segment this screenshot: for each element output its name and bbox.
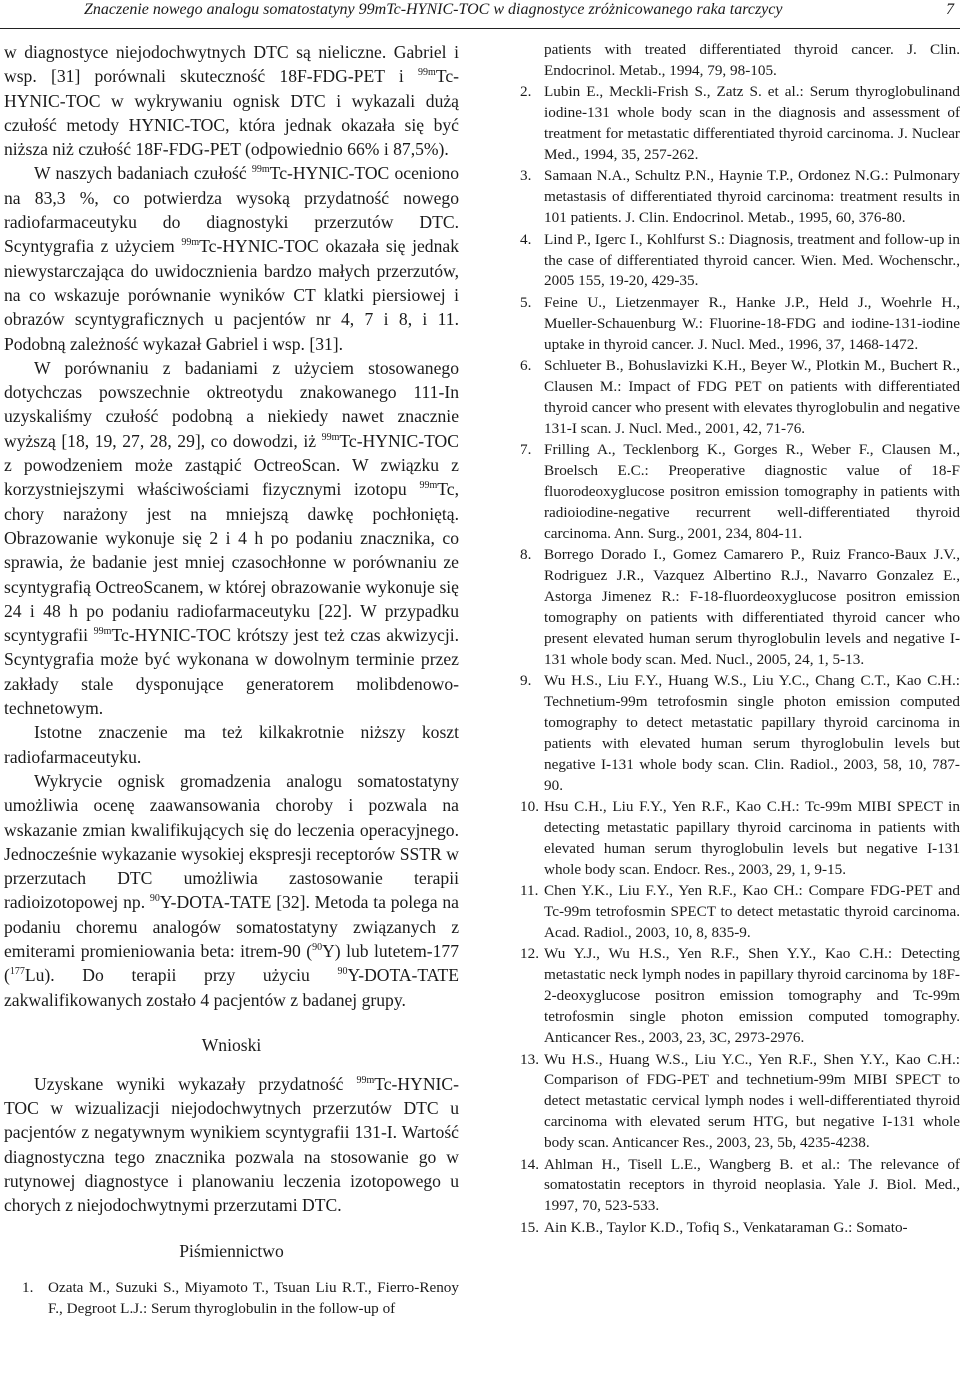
reference-text: Samaan N.A., Schultz P.N., Haynie T.P., Ordonez N.G.: Pulmonary metastasis of differentiated thyroid carcinoma: treatment results in 101 patients. J. Clin. Endocrinol. Metab., 1995, 60, 376-80.	[544, 167, 960, 227]
running-title: Znaczenie nowego analogu somatostatyny 99mTc-HYNIC-TOC w diagnostyce zróżnicowanego raka tarczycy	[84, 1, 783, 18]
reference-text: Ozata M., Suzuki S., Miyamoto T., Tsuan Liu R.T., Fierro-Renoy F., Degroot L.J.: Serum thyroglobulin in the follow-up of	[48, 1278, 459, 1317]
heading-conclusions: Wnioski	[201, 1034, 262, 1055]
reference-text: Schlueter B., Bohuslavizki K.H., Beyer W., Plotkin M., Buchert R., Clausen M.: Impact of FDG PET on patients with differentiated thyroid cancer who present with elevates thyroglobulin and negative 131-I scan. J. Nucl. Med., 2001, 42, 71-76.	[544, 357, 960, 437]
reference-number: 11.	[520, 882, 539, 900]
reference-text: Chen Y.K., Liu F.Y., Yen R.F., Kao CH.: Compare FDG-PET and Tc-99m tetrofosmin SPECT to detect metastatic thyroid carcinoma. Acad. Radiol., 2003, 10, 8, 835-9.	[544, 882, 960, 942]
reference-item	[520, 545, 960, 670]
reference-number: 10.	[520, 798, 539, 816]
reference-item	[520, 230, 960, 293]
reference-text: Borrego Dorado I., Gomez Camarero P., Ruiz Franco-Baux J.V., Rodriguez J.R., Vazquez Albertino R.J., Navarro Gonzalez E., Astorga Jimenez R.: F-18-fluordeoxyglucose positron emission tomography on patients with differentiated thyroid cancer who present elevated human serum thyroglobulin levels and negative I-131 whole body scan. Med. Nucl., 2005, 24, 1, 5-13.	[544, 546, 960, 668]
reference-number: 2.	[520, 83, 532, 101]
reference-list-right	[520, 40, 960, 1239]
page-number: 7	[946, 1, 954, 18]
reference-text: Wu H.S., Huang W.S., Liu Y.C., Yen R.F., Shen Y.Y., Kao C.H.: Comparison of FDG-PET and technetium-99m MIBI SPECT to detect metastatic cervical lymph nodes i well-differentiated thyroid carcinoma with elevated serum HTG, but negative I-131 whole body scan. Anticancer Res., 2003, 23, 5b, 4235-4238.	[544, 1050, 960, 1152]
heading-references: Piśmiennictwo	[179, 1240, 284, 1261]
reference-item	[520, 82, 960, 166]
paragraph-own-results: W naszych badaniach czułość $^{99m}$Tc-HYNIC-TOC oceniono na 83,3 %, co potwierdza wysoką przydatność nowego radiofarmaceutyku do diagnostyki przerzutów DTC. Scyntygrafia z użyciem $^{99m}$Tc-HYNIC-TOC okazała się jednak niewystarczająca do uwidocznienia bardzo małych przerzutów, na co wskazuje porównanie wyników CT klatki piersiowej i obrazów scyntygraficznych u pacjentów nr 4, 7 i 8, i 11. Podobną zależność wykazał Gabriel i wsp. [31].	[4, 163, 459, 354]
reference-number: 6.	[520, 357, 532, 375]
reference-item	[22, 1278, 459, 1320]
reference-item	[520, 1155, 960, 1218]
reference-text: Lubin E., Meckli-Frish S., Zatz S. et al.: Serum thyroglobulinand iodine-131 whole body scan in the diagnosis and assessment of treatment for metastatic differentiated thyroid carcinoma. J. Nuclear Med., 1994, 35, 257-262.	[544, 83, 960, 164]
reference-text: Hsu C.H., Liu F.Y., Yen R.F., Kao C.H.: Tc-99m MIBI SPECT in detecting metastatic papillary thyroid carcinoma in patients with elevated human serum thyroglobulin levels but negative I-131 whole body scan. Endocr. Res., 2003, 29, 1, 9-15.	[544, 798, 960, 878]
reference-text: Ain K.B., Taylor K.D., Tofiq S., Venkataraman G.: Somato-	[544, 1218, 908, 1236]
right-column	[520, 40, 960, 1369]
reference-number: 12.	[520, 945, 539, 963]
reference-text: Feine U., Lietzenmayer R., Hanke J.P., Held J., Woehrle H., Mueller-Schauenburg W.: Fluorine-18-FDG and iodine-131-iodine uptake in thyroid cancer. J. Nucl. Med., 1996, 37, 1468-1472.	[544, 293, 960, 353]
reference-number: 5.	[520, 293, 532, 311]
reference-number: 7.	[520, 441, 532, 459]
reference-number: 8.	[520, 546, 532, 564]
reference-item	[520, 293, 960, 356]
left-column	[4, 40, 459, 1369]
paragraph-cost: Istotne znaczenie ma też kilkakrotnie niższy koszt radiofarmaceutyku.	[4, 722, 459, 767]
reference-item	[520, 356, 960, 440]
paragraph-octreoscan-comparison: W porównaniu z badaniami z użyciem stosowanego dotychczas powszechnie oktreotydu znakowanego 111-In uzyskaliśmy czułość podobną a niekiedy nawet znacznie wyższą [18, 19, 27, 28, 29], co dowodzi, iż $^{99m}$Tc-HYNIC-TOC z powodzeniem może zastąpić OctreoScan. W związku z korzystniejszymi właściwościami fizycznymi izotopu $^{99m}$Tc, chory narażony jest na mniejszą dawkę pochłoniętą. Obrazowanie wykonuje się 2 i 4 h po podaniu znacznika, co sprawia, że badanie jest mniej czasochłonne w porównaniu ze scyntygrafią OctreoScanem, w której obrazowanie wykonuje się 24 i 48 h po podaniu radiofarmaceutyku [22]. W przypadku scyntygrafii $^{99m}$Tc-HYNIC-TOC krótszy jest też czas akwizycji. Scyntygrafia może być wykonana w dowolnym terminie przez zakłady stale dysponujące generatorem molibdenowo-technetowym.	[4, 357, 459, 719]
paragraph-gabriel: w diagnostyce niejodochwytnych DTC są nieliczne. Gabriel i wsp. [31] porównali skuteczność 18F-FDG-PET i $^{99m}$Tc-HYNIC-TOC w wykrywaniu ognisk DTC i wykazali dużą czułość metody HYNIC-TOC, która jednak okazała się być niższa niż czułość 18F-FDG-PET (odpowiednio 66% i 87,5%).	[4, 42, 459, 160]
reference-item	[520, 671, 960, 796]
running-header	[0, 0, 960, 29]
reference-text: Wu Y.J., Wu H.S., Yen R.F., Shen Y.Y., Kao C.H.: Detecting metastatic neck lymph nodes in papillary thyroid carcinoma by 18F-2-deoxyglucose positron emission tomography and Tc-99m tetrofosmin single photon emission computed tomography. Anticancer Res., 2003, 23, 3C, 2973-2976.	[544, 945, 960, 1047]
reference-list-left	[4, 1278, 459, 1320]
reference-item	[520, 440, 960, 545]
reference-number: 3.	[520, 167, 532, 185]
reference-item	[520, 166, 960, 229]
reference-text: patients with treated differentiated thyroid cancer. J. Clin. Endocrinol. Metab., 1994, 79, 98-105.	[544, 41, 960, 79]
reference-item	[520, 1218, 960, 1239]
reference-text: Wu H.S., Liu F.Y., Huang W.S., Liu Y.C., Chang C.T., Kao C.H.: Technetium-99m tetrofosmin single photon emission computed tomography to detect metastatic papillary thyroid carcinoma in patients with elevated human serum thyroglobulin levels but negative I-131 whole body scan. Clin. Radiol., 2003, 58, 10, 787-90.	[544, 672, 960, 794]
reference-item	[520, 797, 960, 881]
paragraph-therapy: Wykrycie ognisk gromadzenia analogu somatostatyny umożliwia ocenę zaawansowania choroby i pozwala na wskazanie zmian kwalifikujących się do leczenia operacyjnego. Jednocześnie wykazanie wysokiej ekspresji receptorów SSTR w przerzutach DTC umożliwia zastosowanie terapii radioizotopowej np. $^{90}$Y-DOTA-TATE [32]. Metoda ta polega na podaniu choremu analogów somatostatyny związanych z emiterami promieniowania beta: itrem-90 ($^{90}$Y) lub lutetem-177 ($^{177}$Lu). Do terapii przy użyciu $^{90}$Y-DOTA-TATE zakwalifikowanych zostało 4 pacjentów z badanej grupy.	[4, 770, 459, 1010]
reference-number: 1.	[22, 1278, 34, 1296]
reference-number: 15.	[520, 1218, 539, 1236]
reference-item	[520, 944, 960, 1049]
reference-number: 9.	[520, 672, 532, 690]
reference-text: Lind P., Igerc I., Kohlfurst S.: Diagnosis, treatment and follow-up in the case of differentiated thyroid cancer. Wien. Med. Wochenschr., 2005 155, 19-20, 429-35.	[544, 230, 960, 290]
reference-item	[520, 881, 960, 944]
reference-continuation	[520, 40, 960, 82]
paragraph-conclusions: Uzyskane wyniki wykazały przydatność $^{99m}$Tc-HYNIC-TOC w wizualizacji niejodochwytnych przerzutów DTC u pacjentów z negatywnym wynikiem scyntygrafii 131-I. Wartość diagnostyczna tego znacznika pozwala na stosowanie go w rutynowej diagnostyce i planowaniu leczenia izotopowego u chorych z niejodochwytnymi przerzutami DTC.	[4, 1073, 459, 1216]
reference-text: Ahlman H., Tisell L.E., Wangberg B. et al.: The relevance of somatostatin receptors in thyroid neoplasia. Yale J. Biol. Med., 1997, 70, 523-533.	[544, 1155, 960, 1215]
reference-number: 4.	[520, 230, 532, 248]
reference-item	[520, 1050, 960, 1155]
reference-number: 14.	[520, 1155, 539, 1173]
reference-number: 13.	[520, 1050, 539, 1068]
reference-text: Frilling A., Tecklenborg K., Gorges R., Weber F., Clausen M., Broelsch E.C.: Preoperative diagnostic value of 18-F fluorodeoxyglucose positron emission tomography in patients with radioiodine-negative recurrent well-differentiated thyroid carcinoma. Ann. Surg., 2001, 234, 804-11.	[544, 441, 960, 542]
